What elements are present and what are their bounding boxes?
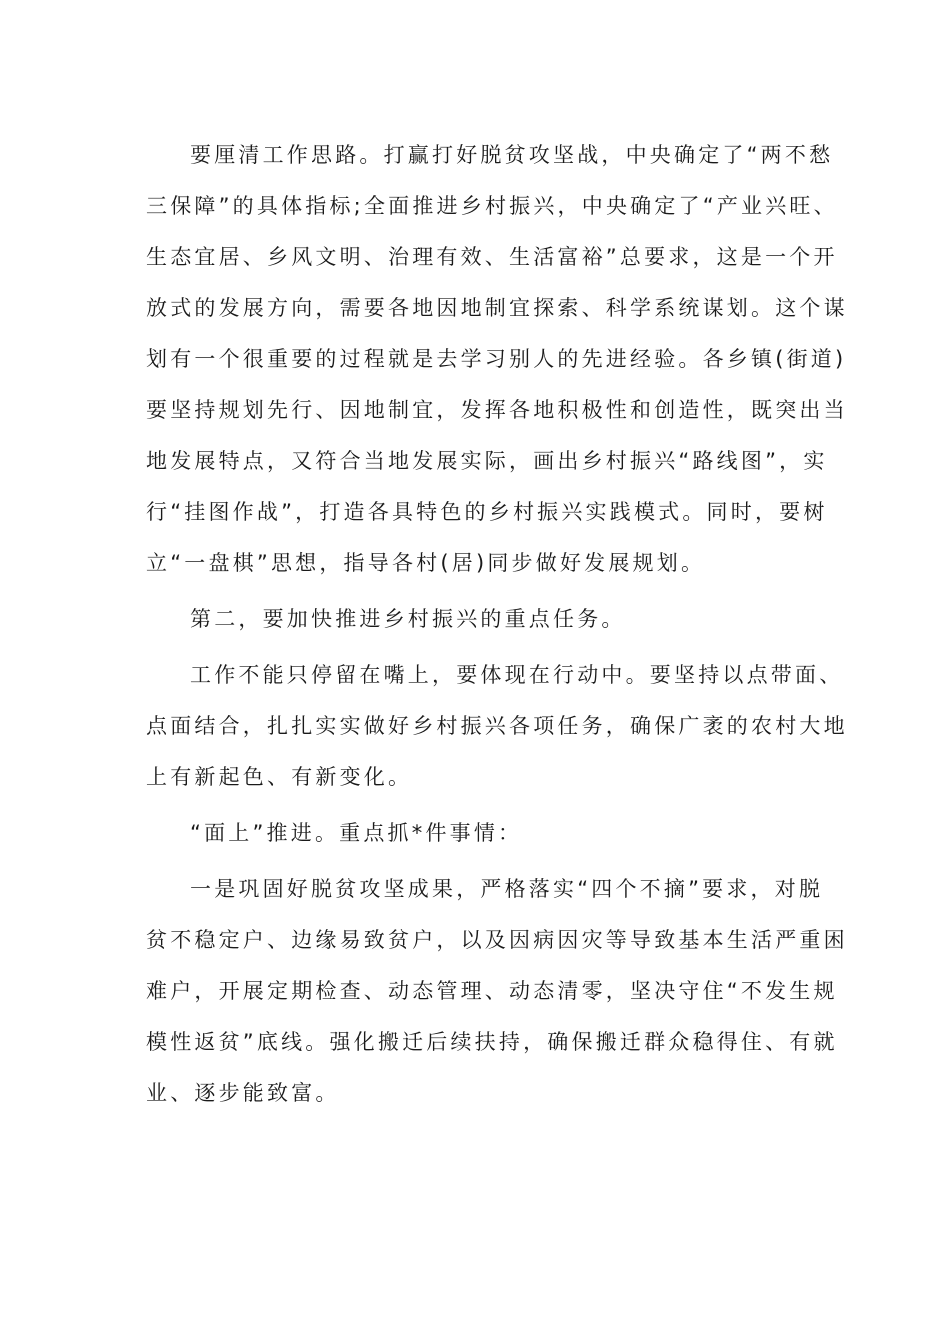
text-line: “面上”推进。重点抓*件事情： [190, 821, 523, 845]
text-line: 工作不能只停留在嘴上，要体现在行动中。要坚持以点带面、 [190, 663, 844, 687]
text-line: 模性返贫”底线。强化搬迁后续扶持，确保搬迁群众稳得住、有就 [146, 1030, 838, 1054]
text-line: 业、逐步能致富。 [146, 1081, 340, 1105]
text-line: 放式的发展方向，需要各地因地制宜探索、科学系统谋划。这个谋 [146, 296, 848, 320]
text-line: 要厘清工作思路。打赢打好脱贫攻坚战，中央确定了“两不愁 [190, 143, 834, 167]
text-line: 点面结合，扎扎实实做好乡村振兴各项任务，确保广袤的农村大地 [146, 714, 848, 738]
text-line: 立“一盘棋”思想，指导各村(居)同步做好发展规划。 [146, 551, 706, 575]
text-line: 生态宜居、乡风文明、治理有效、生活富裕”总要求，这是一个开 [146, 245, 838, 269]
paragraph-action [146, 650, 848, 803]
paragraph-surface-push [146, 808, 806, 859]
paragraph-first-task [146, 864, 848, 1119]
section-heading-second [146, 594, 806, 645]
document-body [146, 130, 848, 1124]
text-line: 三保障”的具体指标;全面推进乡村振兴，中央确定了“产业兴旺、 [146, 194, 838, 218]
text-line: 难户，开展定期检查、动态管理、动态清零，坚决守住“不发生规 [146, 979, 838, 1003]
text-line: 地发展特点，又符合当地发展实际，画出乡村振兴“路线图”，实 [146, 449, 828, 473]
text-line: 贫不稳定户、边缘易致贫户，以及因病因灾等导致基本生活严重困 [146, 928, 848, 952]
text-line: 一是巩固好脱贫攻坚成果，严格落实“四个不摘”要求，对脱 [190, 877, 824, 901]
text-line: 行“挂图作战”，打造各具特色的乡村振兴实践模式。同时，要树 [146, 500, 828, 524]
paragraph-work-approach [146, 130, 848, 589]
text-line: 上有新起色、有新变化。 [146, 765, 413, 789]
text-line: 第二，要加快推进乡村振兴的重点任务。 [190, 607, 626, 631]
text-line: 要坚持规划先行、因地制宜，发挥各地积极性和创造性，既突出当 [146, 398, 848, 422]
text-line: 划有一个很重要的过程就是去学习别人的先进经验。各乡镇(街道) [146, 347, 847, 371]
